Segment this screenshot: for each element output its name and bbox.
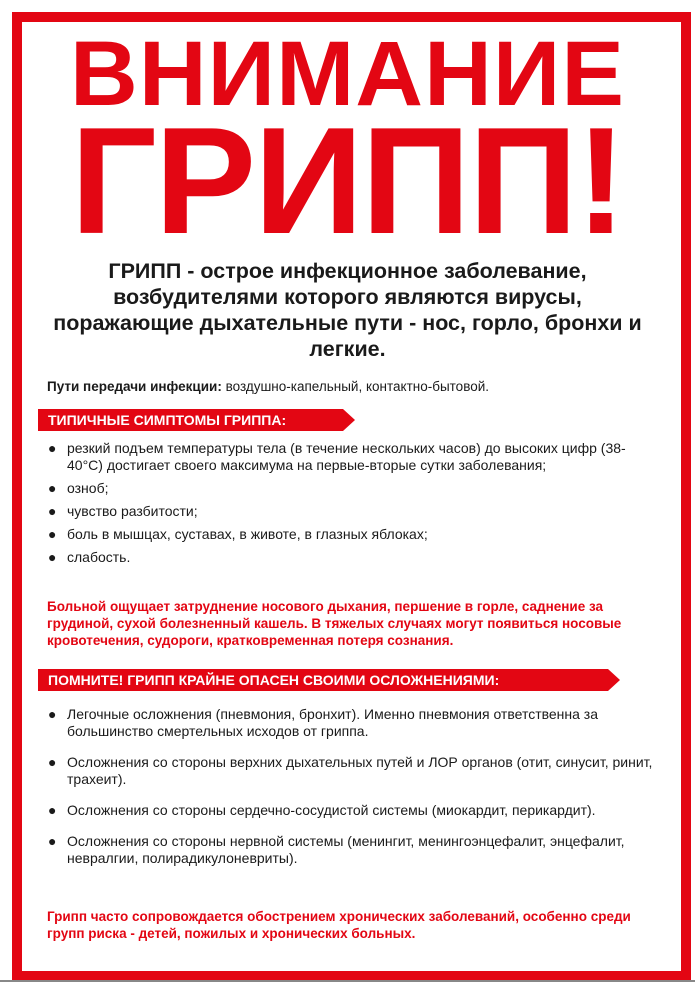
symptom-text: резкий подъем температуры тела (в течение нескольких часов) до высоких цифр (38-40°С) достигает своего максимума на первые-вторые сутки заболевания; [67, 440, 626, 473]
complication-text: Легочные осложнения (пневмония, бронхит). Именно пневмония ответственна за большинство смертельных исходов от гриппа. [67, 706, 599, 739]
bullet-icon: ● [48, 503, 57, 519]
bullet-icon: ● [48, 706, 57, 722]
complications-list [45, 706, 655, 881]
transmission-label: Пути передачи инфекции: [47, 379, 222, 394]
complication-text: Осложнения со стороны верхних дыхательных путей и ЛОР органов (отит, синусит, ринит, трахеит). [67, 754, 653, 787]
bullet-icon: ● [48, 549, 57, 565]
symptom-text: слабость. [67, 549, 131, 565]
complication-text: Осложнения со стороны нервной системы (менингит, менингоэнцефалит, энцефалит, невралгии, полирадикулоневриты). [67, 833, 625, 866]
symptoms-heading: ТИПИЧНЫЕ СИМПТОМЫ ГРИППА: [38, 409, 343, 431]
list-item [45, 706, 655, 740]
bottom-divider [0, 980, 695, 982]
bullet-icon: ● [48, 440, 57, 456]
list-item [45, 754, 655, 788]
flu-title: ГРИПП! [70, 96, 625, 266]
bullet-icon: ● [48, 754, 57, 770]
symptoms-warning: Больной ощущает затруднение носового дыхания, першение в горле, саднение за грудиной, сухой болезненный кашель. В тяжелых случаях могут появиться носовые кровотечения, судороги, кратковременная потеря сознания. [47, 599, 622, 648]
symptoms-list [45, 440, 655, 572]
list-item [45, 833, 655, 867]
list-item [45, 549, 655, 566]
complications-heading: ПОМНИТЕ! ГРИПП КРАЙНЕ ОПАСЕН СВОИМИ ОСЛОЖНЕНИЯМИ: [38, 669, 608, 691]
list-item [45, 503, 655, 520]
list-item [45, 480, 655, 497]
lead-paragraph: ГРИПП - острое инфекционное заболевание, возбудителями которого являются вирусы, поражающие дыхательные пути - нос, горло, бронхи и легкие. [53, 259, 642, 361]
list-item [45, 526, 655, 543]
bullet-icon: ● [48, 480, 57, 496]
chronic-warning: Грипп часто сопровождается обострением хронических заболеваний, особенно среди групп риска - детей, пожилых и хронических больных. [47, 909, 631, 941]
bullet-icon: ● [48, 802, 57, 818]
symptom-text: боль в мышцах, суставах, в животе, в глазных яблоках; [67, 526, 428, 542]
complication-text: Осложнения со стороны сердечно-сосудистой системы (миокардит, перикардит). [67, 802, 596, 818]
list-item [45, 440, 655, 474]
attention-title: ВНИМАНИЕ [70, 23, 625, 125]
bullet-icon: ● [48, 526, 57, 542]
list-item [45, 802, 655, 819]
bullet-icon: ● [48, 833, 57, 849]
transmission-line [47, 379, 489, 394]
transmission-value: воздушно-капельный, контактно-бытовой. [221, 379, 490, 394]
symptom-text: озноб; [67, 480, 109, 496]
symptom-text: чувство разбитости; [67, 503, 198, 519]
